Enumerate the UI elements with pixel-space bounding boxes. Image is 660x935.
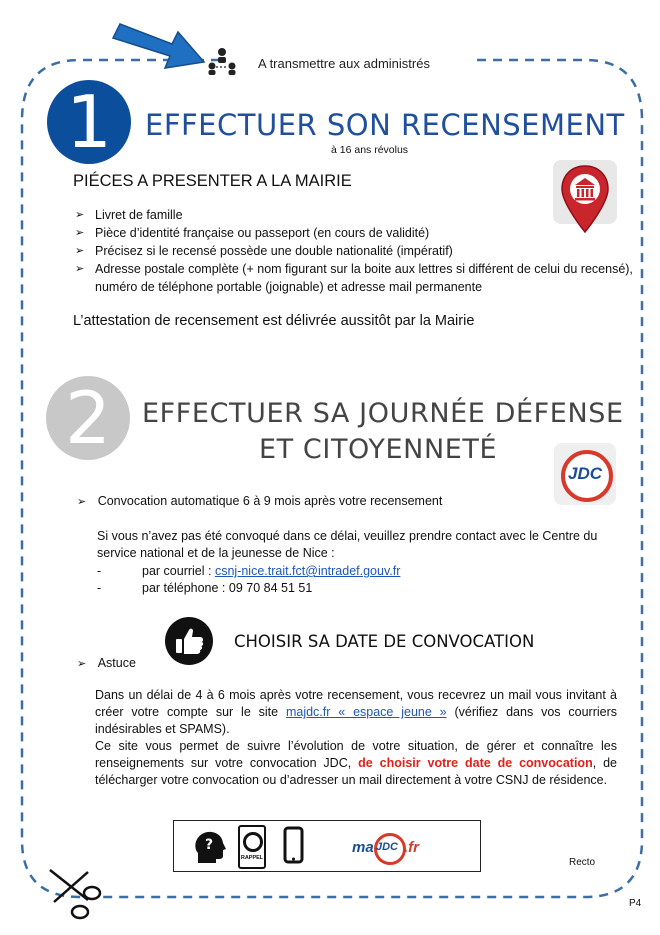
recto-label: Recto xyxy=(569,857,596,868)
header-text: A transmettre aux administrés xyxy=(258,56,430,71)
list-item: ➢ Livret de famille xyxy=(75,206,635,224)
highlight-choisir: de choisir votre date de convocation xyxy=(358,756,593,770)
step-number-2: 2 xyxy=(46,376,130,460)
step1-subtitle: à 16 ans révolus xyxy=(331,144,409,156)
choisir-title: CHOISIR SA DATE DE CONVOCATION xyxy=(234,632,535,651)
smartphone-icon xyxy=(282,826,306,866)
list-item: ➢ Pièce d’identité française ou passeport (en cours de validité) xyxy=(75,224,635,242)
step-number-1: 1 xyxy=(47,80,131,164)
step1-title: EFFECTUER SON RECENSEMENT xyxy=(145,108,625,142)
arrow-icon xyxy=(113,24,204,68)
jdc-logo: JDC xyxy=(554,443,616,505)
attestation-text: L’attestation de recensement est délivrée aussitôt par la Mairie xyxy=(73,313,475,329)
rappel-alarm-icon: RAPPEL xyxy=(238,825,266,869)
courriel-line: - par courriel : csnj-nice.trait.fct@intradef.gouv.fr xyxy=(97,564,401,578)
courriel-link[interactable]: csnj-nice.trait.fct@intradef.gouv.fr xyxy=(214,564,401,578)
astuce-text-2: Ce site vous permet de suivre l’évolution de votre situation, de gérer et connaître les renseignements sur votre convocation JDC, de choisir votre date de convocation, de télécharger votre convocation ou d’adresser un mail directement à votre CSNJ de résidence. xyxy=(95,739,618,787)
astuce-paragraph xyxy=(95,687,617,789)
telephone-line: - par téléphone : 09 70 84 51 51 xyxy=(97,581,313,595)
thumbs-up-icon xyxy=(163,616,215,666)
astuce-label: Astuce xyxy=(97,656,136,670)
pieces-title: PIÉCES A PRESENTER A LA MAIRIE xyxy=(73,172,352,190)
page-number: P4 xyxy=(629,898,642,909)
contact-paragraph xyxy=(97,528,617,597)
svg-text:?: ? xyxy=(204,837,214,853)
astuce-text-1: Dans un délai de 4 à 6 mois après votre recensement, vous recevrez un mail vous invitant à créer votre compte sur le site majdc.fr « espace jeune » (vérifiez dans vos courriers indésirables et SPAMS). xyxy=(95,688,618,736)
convocation-item xyxy=(77,494,442,508)
majdc-link[interactable]: majdc.fr « espace jeune » xyxy=(285,705,447,719)
bullet-arrow-icon: ➢ xyxy=(77,496,87,508)
majdc-logo: ma JDC .fr xyxy=(352,833,452,863)
contact-text: Si vous n’avez pas été convoqué dans ce délai, veuillez prendre contact avec le Centre du service national et de la jeunesse de Nice : xyxy=(97,529,598,560)
bottom-icon-box xyxy=(173,820,481,872)
astuce-item xyxy=(77,656,136,670)
list-item: ➢ Adresse postale complète (+ nom figurant sur la boite aux lettres si différent de celui du recensé), numéro de téléphone portable (joignable) et adresse mail permanente xyxy=(75,260,635,296)
convocation-text: Convocation automatique 6 à 9 mois après votre recensement xyxy=(97,494,443,508)
telephone-number: 09 70 84 51 51 xyxy=(228,581,313,595)
list-item: ➢ Précisez si le recensé possède une double nationalité (impératif) xyxy=(75,242,635,260)
head-question-icon xyxy=(192,829,228,865)
step2-title-line2: ET CITOYENNETÉ xyxy=(259,434,498,465)
pieces-list xyxy=(75,206,635,296)
bullet-arrow-icon: ➢ xyxy=(77,658,87,670)
step2-title-line1: EFFECTUER SA JOURNÉE DÉFENSE xyxy=(142,398,624,429)
people-network-icon xyxy=(209,48,236,75)
